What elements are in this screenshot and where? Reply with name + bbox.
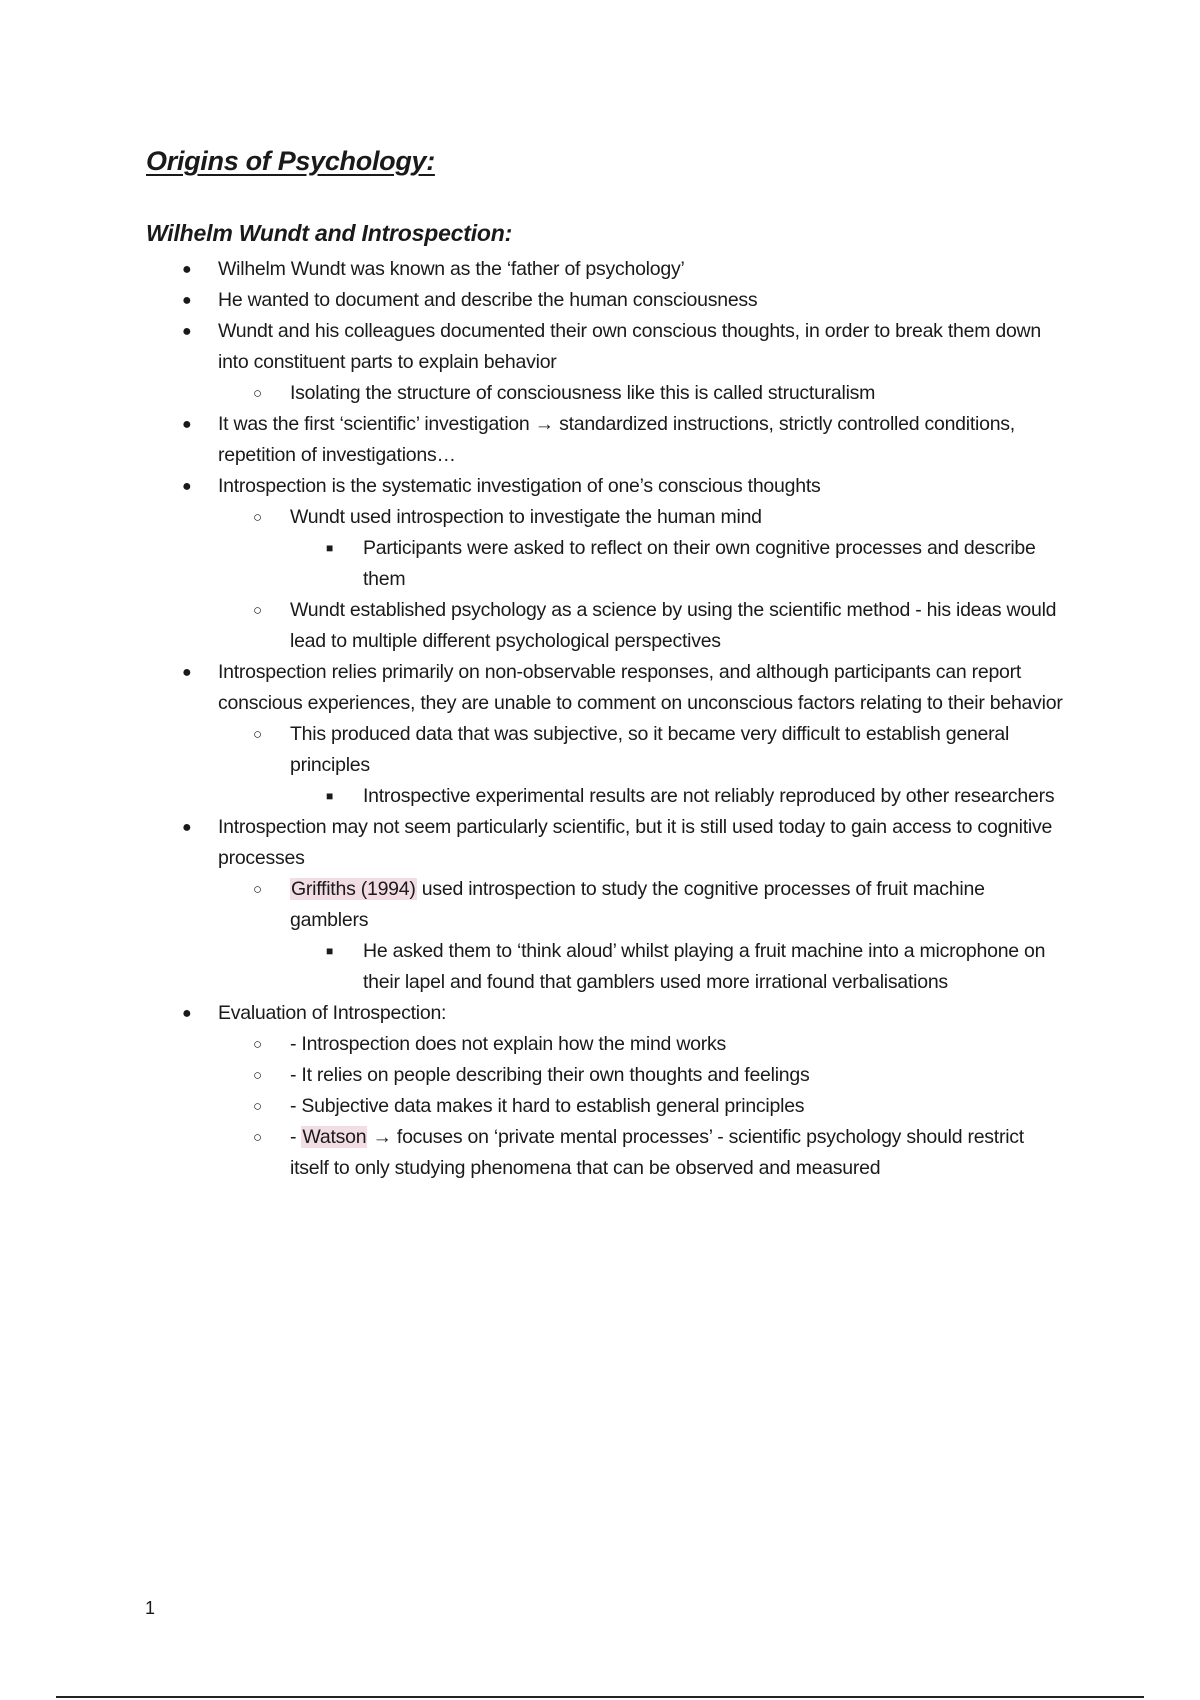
bullet-circle-icon: ○	[253, 602, 262, 619]
list-item	[146, 285, 1066, 316]
page-number: 1	[145, 1598, 156, 1618]
list-item-text-rest: used introspection to study the cognitive processes of fruit machine gamblers	[290, 878, 985, 931]
list-item-text: It was the first ‘scientific’ investigation → standardized instructions, strictly controlled conditions, repetition of investigations…	[218, 413, 1015, 466]
list-item-text	[290, 1126, 1024, 1179]
list-item	[146, 254, 1066, 285]
list-item	[146, 719, 1066, 781]
list-item-text: - Subjective data makes it hard to establish general principles	[290, 1095, 805, 1117]
list-item-text: Introspective experimental results are not reliably reproduced by other researchers	[363, 785, 1055, 807]
bullet-circle-icon: ○	[253, 1129, 262, 1146]
page-bottom-rule	[56, 1696, 1144, 1698]
list-item	[146, 1060, 1066, 1091]
list-item	[146, 533, 1066, 595]
bullet-disc-icon: ●	[182, 1005, 192, 1022]
bullet-circle-icon: ○	[253, 1067, 262, 1084]
bullet-disc-icon: ●	[182, 323, 192, 340]
list-item	[146, 502, 1066, 533]
bullet-circle-icon: ○	[253, 1098, 262, 1115]
list-item	[146, 378, 1066, 409]
list-item	[146, 1122, 1066, 1184]
list-item	[146, 1029, 1066, 1060]
list-item	[146, 781, 1066, 812]
list-item	[146, 595, 1066, 657]
list-item-text: Introspection is the systematic investigation of one’s conscious thoughts	[218, 475, 821, 497]
highlighted-citation: Griffiths (1994)	[291, 878, 416, 900]
list-item-text	[290, 878, 985, 931]
list-item-text: He wanted to document and describe the human consciousness	[218, 289, 758, 311]
list-item-text: He asked them to ‘think aloud’ whilst playing a fruit machine into a microphone on their lapel and found that gamblers used more irrational verbalisations	[363, 940, 1046, 993]
list-item-text: Isolating the structure of consciousness like this is called structuralism	[290, 382, 876, 404]
document-title: Origins of Psychology:	[146, 146, 435, 176]
list-item-text: Wilhelm Wundt was known as the ‘father of psychology’	[218, 258, 685, 280]
list-item-text: Evaluation of Introspection:	[218, 1002, 447, 1024]
bullet-circle-icon: ○	[253, 509, 262, 526]
list-item	[146, 998, 1066, 1029]
bullet-circle-icon: ○	[253, 385, 262, 402]
list-item	[146, 874, 1066, 936]
bullet-disc-icon: ●	[182, 664, 192, 681]
list-item-text: - Introspection does not explain how the mind works	[290, 1033, 726, 1055]
bullet-circle-icon: ○	[253, 726, 262, 743]
list-item	[146, 936, 1066, 998]
list-item	[146, 1091, 1066, 1122]
list-item-text: Participants were asked to reflect on their own cognitive processes and describe them	[363, 537, 1036, 590]
list-item-text: Wundt established psychology as a science by using the scientific method - his ideas would lead to multiple different psychological perspectives	[290, 599, 1057, 652]
bullet-circle-icon: ○	[253, 1036, 262, 1053]
list-item-text-rest: → focuses on ‘private mental processes’ - scientific psychology should restrict itself to only studying phenomena that can be observed and measured	[290, 1126, 1024, 1179]
list-item-text: Introspection may not seem particularly scientific, but it is still used today to gain access to cognitive processes	[218, 816, 1053, 869]
bullet-disc-icon: ●	[182, 478, 192, 495]
list-item	[146, 657, 1066, 719]
section-heading: Wilhelm Wundt and Introspection:	[146, 220, 513, 246]
list-item-prefix: -	[290, 1126, 302, 1148]
list-item	[146, 316, 1066, 378]
bullet-circle-icon: ○	[253, 881, 262, 898]
bullet-square-icon: ■	[326, 541, 333, 555]
list-item-text: - It relies on people describing their own thoughts and feelings	[290, 1064, 810, 1086]
highlighted-name: Watson	[302, 1126, 367, 1148]
list-item	[146, 812, 1066, 874]
bullet-disc-icon: ●	[182, 416, 192, 433]
bullet-disc-icon: ●	[182, 819, 192, 836]
bullet-list	[146, 254, 1066, 1184]
list-item	[146, 409, 1066, 471]
list-item-text: Wundt and his colleagues documented their own conscious thoughts, in order to break them down into constituent parts to explain behavior	[218, 320, 1041, 373]
list-item-text: Introspection relies primarily on non-observable responses, and although participants can report conscious experiences, they are unable to comment on unconscious factors relating to their behavior	[218, 661, 1063, 714]
list-item-text: Wundt used introspection to investigate the human mind	[290, 506, 762, 528]
list-item-text: This produced data that was subjective, so it became very difficult to establish general principles	[290, 723, 1010, 776]
list-item	[146, 471, 1066, 502]
bullet-square-icon: ■	[326, 789, 333, 803]
bullet-disc-icon: ●	[182, 261, 192, 278]
bullet-square-icon: ■	[326, 944, 333, 958]
bullet-disc-icon: ●	[182, 292, 192, 309]
